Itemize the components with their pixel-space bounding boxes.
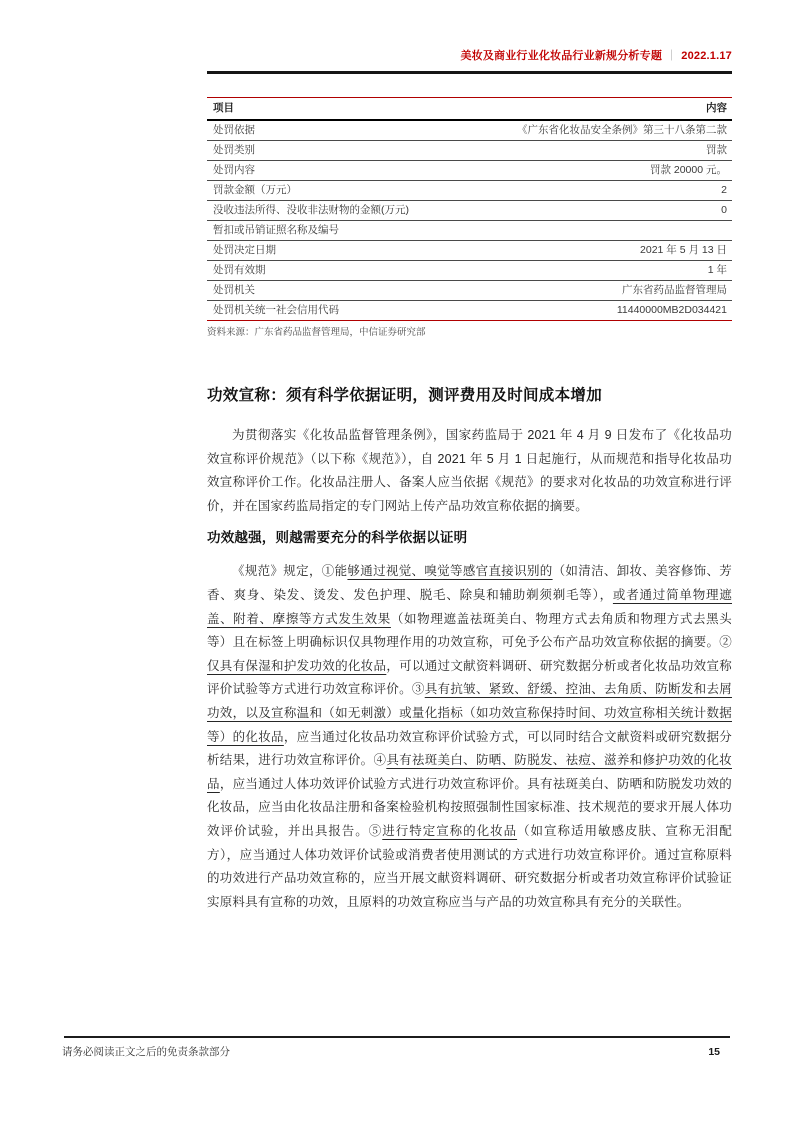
table-row [207,241,732,261]
row-value: 2021 年 5 月 13 日 [507,241,732,261]
text-run: （如物理遮盖祛斑美白、物理方式去角质和物理方式去黑头等）且在标签上明确标识仅具物理作用的功效宣称，可免予公布产品功效宣称依据的摘要。② [207,611,732,650]
paragraph-intro: 为贯彻落实《化妆品监督管理条例》，国家药监局于 2021 年 4 月 9 日发布了《化妆品功效宣称评价规范》（以下称《规范》），自 2021 年 5 月 1 日起施行，从而规范和指导化妆品功效宣称评价工作。化妆品注册人、备案人应当依据《规范》的要求对化妆品的功效宣称进行评价，并在国家药监局指定的专门网站上传产品功效宣称依据的摘要。 [207,428,732,513]
row-label: 处罚机关 [207,281,507,301]
row-label: 暂扣或吊销证照名称及编号 [207,221,507,241]
report-date: 2022.1.17 [681,50,732,62]
content-column [207,97,732,914]
table-row [207,261,732,281]
table-row [207,221,732,241]
report-topic-title: 美妆及商业行业化妆品行业新规分析专题 [460,50,663,62]
page-footer [62,1045,730,1059]
row-value: 0 [507,201,732,221]
row-label: 处罚内容 [207,161,507,181]
row-label: 处罚依据 [207,120,507,141]
paragraph-regulation-detail [207,560,732,914]
text-run: ，可以通过文献资料调研、研究数据分析或者化妆品功效宣称评价试验等方式进行功效宣称评价。③ [207,658,732,697]
section-heading: 功效宣称：须有科学依据证明，测评费用及时间成本增加 [207,387,603,404]
underlined-text-run: 够通过视觉、嗅觉等感官直接识别的 [347,564,553,579]
column-header-item: 项目 [207,98,507,121]
row-label: 没收违法所得、没收非法财物的金额(万元) [207,201,507,221]
underlined-text-run: 进行特定宣称的化妆品 [382,823,518,838]
text-run: ，应当通过人体功效评价试验方式进行功效宣称评价。具有祛斑美白、防晒和防脱发功效的化妆品，应当由化妆品注册和备案检验机构按照强制性国家标准、技术规范的要求开展人体功效评价试验，并出具报告。⑤ [207,776,732,838]
page-header [207,49,732,64]
row-label: 处罚类别 [207,141,507,161]
disclaimer-note: 请务必阅读正文之后的免责条款部分 [62,1046,230,1058]
table-source-note: 资料来源：广东省药品监督管理局，中信证券研究部 [207,327,426,338]
footer-rule [64,1036,730,1038]
row-value: 11440000MB2D034421 [616,304,727,316]
row-label: 处罚决定日期 [207,241,507,261]
row-value: 1 年 [507,261,732,281]
row-value [507,221,732,241]
row-value: 《广东省化妆品安全条例》第三十八条第二款 [507,120,732,141]
text-run: ，应当通过化妆品功效宣称评价试验方式，可以同时结合文献资料或研究数据分析结果，进行功效宣称评价。④ [207,729,732,768]
row-value: 罚款 20000 元。 [507,161,732,181]
underlined-text-run: 具有祛斑美白、防晒、防脱发、祛痘、滋养和修护功效的化妆品 [207,753,732,791]
row-label: 处罚有效期 [207,261,507,281]
header-rule [207,71,732,74]
table-row [207,161,732,181]
table-header-row [207,98,732,121]
row-label: 罚款金额（万元） [207,181,507,201]
table-row [207,120,732,141]
text-run: 《规范》规定，①能 [232,564,348,579]
table-row [207,141,732,161]
subsection-heading: 功效越强，则越需要充分的科学依据以证明 [207,530,468,546]
underlined-text-run: 或者通过简单物理遮盖、附着、摩擦等方式发生效果 [207,587,732,626]
text-run: （如清洁、卸妆、美容修饰、芳香、爽身、染发、烫发、发色护理、脱毛、除臭和辅助剃须剃毛等）， [207,564,732,602]
penalty-detail-table [207,97,732,321]
table-row [207,181,732,201]
table-row [207,201,732,221]
table-row [207,281,732,301]
row-value: 2 [507,181,732,201]
column-header-content: 内容 [507,98,732,121]
underlined-text-run: 仅具有保湿和护发功效的化妆品 [207,658,387,673]
row-value: 广东省药品监督管理局 [507,281,732,301]
text-run: （如宣称适用敏感皮肤、宣称无泪配方），应当通过人体功效评价试验或消费者使用测试的方式进行功效宣称评价。通过宣称原料的功效进行产品功效宣称的，应当开展文献资料调研、研究数据分析或者功效宣称评价试验证实原料具有宣称的功效，且原料的功效宣称应当与产品的功效宣称具有充分的关联性。 [207,823,732,909]
row-value: 罚款 [507,141,732,161]
header-divider: ｜ [666,50,678,62]
page-number: 15 [708,1046,720,1058]
underlined-text-run: 具有抗皱、紧致、舒缓、控油、去角质、防断发和去屑功效，以及宣称温和（如无刺激）或量化指标（如功效宣称保持时间、功效宣称相关统计数据等）的化妆品 [207,682,732,744]
row-label: 处罚机关统一社会信用代码 [213,304,339,316]
table-row [207,301,732,321]
